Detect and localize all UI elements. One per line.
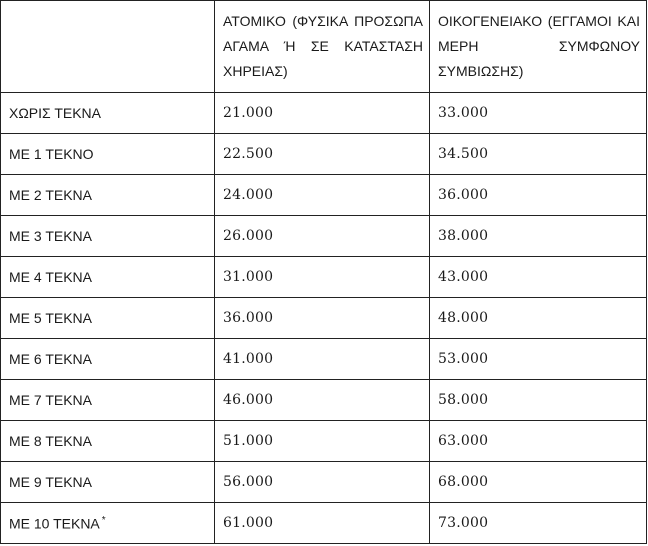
row-label: ΜΕ 5 ΤΕΚΝΑ [9,310,92,326]
table-row [1,421,647,462]
row-label: ΜΕ 4 ΤΕΚΝΑ [9,269,92,285]
table-row [1,339,647,380]
family-threshold-cell: 48.000 [430,298,647,339]
row-label: ΜΕ 8 ΤΕΚΝΑ [9,433,92,449]
table-row [1,380,647,421]
header-family: ΟΙΚΟΓΕΝΕΙΑΚΟ (ΕΓΓΑΜΟΙ ΚΑΙ ΜΕΡΗ ΣΥΜΦΩΝΟΥ ΣΥΜΒΙΩΣΗΣ) [430,1,647,93]
family-threshold-cell: 36.000 [430,175,647,216]
individual-threshold-cell: 56.000 [215,462,430,503]
table-body [1,93,647,544]
individual-threshold-cell: 26.000 [215,216,430,257]
row-label: ΧΩΡΙΣ ΤΕΚΝΑ [9,105,101,121]
family-threshold-cell: 53.000 [430,339,647,380]
family-threshold-cell: 43.000 [430,257,647,298]
individual-threshold-cell: 22.500 [215,134,430,175]
row-label-cell [1,462,215,503]
table-row [1,503,647,544]
row-label-cell [1,421,215,462]
footnote-marker: * [101,514,106,526]
row-label: ΜΕ 2 ΤΕΚΝΑ [9,187,92,203]
table-row [1,298,647,339]
row-label: ΜΕ 10 ΤΕΚΝΑ [9,515,100,532]
row-label-cell [1,298,215,339]
family-threshold-cell: 34.500 [430,134,647,175]
row-label: ΜΕ 7 ΤΕΚΝΑ [9,392,92,408]
family-threshold-cell: 33.000 [430,93,647,134]
row-label: ΜΕ 6 ΤΕΚΝΑ [9,351,92,367]
table-row [1,257,647,298]
row-label: ΜΕ 9 ΤΕΚΝΑ [9,474,92,490]
row-label-cell [1,216,215,257]
table-row [1,462,647,503]
individual-threshold-cell: 46.000 [215,380,430,421]
header-corner-cell [1,1,215,93]
row-label-cell [1,93,215,134]
row-label-cell [1,257,215,298]
header-individual: ΑΤΟΜΙΚΟ (ΦΥΣΙΚΑ ΠΡΟΣΩΠΑ ΑΓΑΜΑ Ή ΣΕ ΚΑΤΑΣΤΑΣΗ ΧΗΡΕΙΑΣ) [215,1,430,93]
row-label: ΜΕ 1 ΤΕΚΝΟ [9,146,94,162]
table-row [1,93,647,134]
table-row [1,175,647,216]
row-label-cell [1,175,215,216]
row-label: ΜΕ 3 ΤΕΚΝΑ [9,228,92,244]
header-row [1,1,647,93]
individual-threshold-cell: 24.000 [215,175,430,216]
individual-threshold-cell: 36.000 [215,298,430,339]
family-threshold-cell: 63.000 [430,421,647,462]
individual-threshold-cell: 21.000 [215,93,430,134]
family-threshold-cell: 68.000 [430,462,647,503]
individual-threshold-cell: 51.000 [215,421,430,462]
row-label-cell [1,380,215,421]
individual-threshold-cell: 41.000 [215,339,430,380]
row-label-cell [1,134,215,175]
row-label-cell [1,503,215,544]
family-threshold-cell: 58.000 [430,380,647,421]
individual-threshold-cell: 61.000 [215,503,430,544]
table-header [1,1,647,93]
row-label-cell [1,339,215,380]
table-row [1,134,647,175]
family-threshold-cell: 73.000 [430,503,647,544]
individual-threshold-cell: 31.000 [215,257,430,298]
table-row [1,216,647,257]
family-threshold-cell: 38.000 [430,216,647,257]
